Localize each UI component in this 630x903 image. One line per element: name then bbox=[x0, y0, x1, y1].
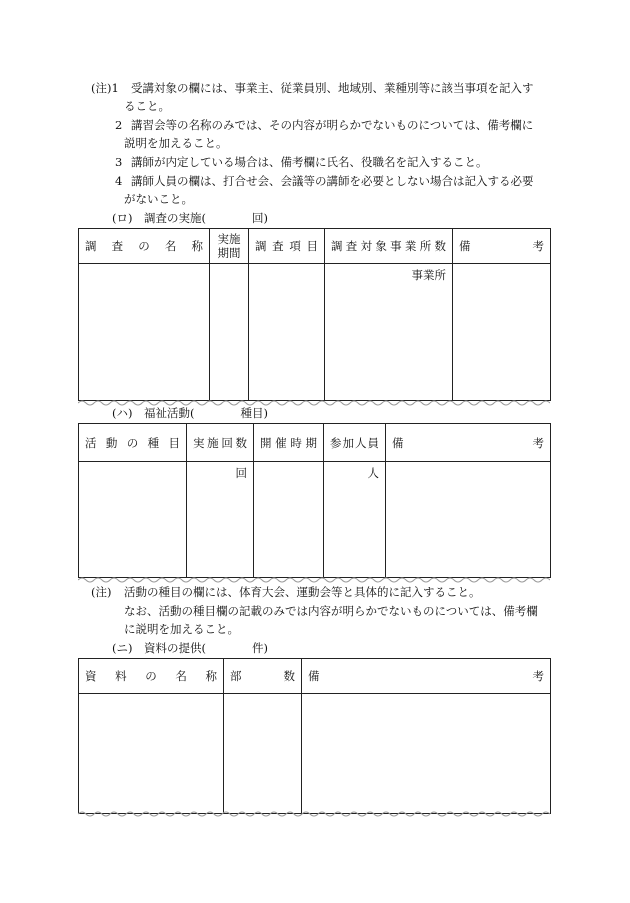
table-row bbox=[79, 264, 551, 401]
cell-remarks[interactable] bbox=[302, 694, 551, 814]
header-remarks: 備 考 bbox=[386, 424, 551, 462]
table-row bbox=[79, 694, 551, 814]
section-ha-title: (ハ) 福祉活動( 種目) bbox=[112, 406, 268, 420]
header-remarks: 備 考 bbox=[302, 659, 551, 694]
note-2-line-1: 講習会等の名称のみでは、その内容が明らかでないものについては、備考欄に bbox=[131, 118, 534, 132]
unit-establishments: 事業所 bbox=[411, 268, 446, 282]
note-prefix: (注) bbox=[91, 585, 112, 599]
note-1-line-2: ること。 bbox=[124, 99, 170, 113]
note-prefix: (注)1 bbox=[91, 81, 119, 95]
cell-copies[interactable] bbox=[224, 694, 302, 814]
cell-participants[interactable] bbox=[324, 462, 386, 578]
cell-period[interactable] bbox=[210, 264, 249, 401]
header-copies: 部 数 bbox=[224, 659, 302, 694]
note-2-line-2: 説明を加えること。 bbox=[124, 136, 228, 150]
cell-material-name[interactable] bbox=[79, 694, 224, 814]
header-remarks: 備 考 bbox=[453, 229, 551, 264]
header-period: 開 催 時 期 bbox=[254, 424, 324, 462]
cut-line bbox=[78, 576, 550, 584]
section-ni-title: (ニ) 資料の提供( 件) bbox=[112, 641, 268, 655]
note-line-1: 活動の種目の欄には、体育大会、運動会等と具体的に記入すること。 bbox=[124, 585, 481, 599]
wave-path bbox=[78, 401, 550, 405]
cell-target-count[interactable] bbox=[325, 264, 453, 401]
unit-people: 人 bbox=[367, 466, 379, 480]
survey-table bbox=[78, 228, 551, 401]
header-period: 実施 期間 bbox=[210, 229, 249, 264]
wave-path bbox=[78, 812, 550, 816]
note-1-line-1: 受講対象の欄には、事業主、従業員別、地域別、業種別等に該当事項を記入す bbox=[131, 81, 534, 95]
cell-remarks[interactable] bbox=[453, 264, 551, 401]
materials-table bbox=[78, 658, 551, 814]
cell-activity-type[interactable] bbox=[79, 462, 187, 578]
cell-remarks[interactable] bbox=[386, 462, 551, 578]
cell-survey-name[interactable] bbox=[79, 264, 210, 401]
header-survey-items: 調 査 項 目 bbox=[249, 229, 325, 264]
table-row bbox=[79, 462, 551, 578]
header-survey-name: 調 査 の 名 称 bbox=[79, 229, 210, 264]
unit-times: 回 bbox=[235, 466, 247, 480]
note-4-line-1: 講師人員の欄は、打合せ会、会議等の講師を必要としない場合は記入する必要 bbox=[131, 174, 534, 188]
header-activity-type: 活 動 の 種 目 bbox=[79, 424, 187, 462]
section-ro-title: (ロ) 調査の実施( 回) bbox=[112, 211, 268, 225]
wave-path bbox=[78, 578, 550, 582]
header-material-name: 資 料 の 名 称 bbox=[79, 659, 224, 694]
note-4-number: 4 bbox=[115, 174, 123, 188]
note-line-3: に説明を加えること。 bbox=[124, 622, 239, 636]
cell-period[interactable] bbox=[254, 462, 324, 578]
note-line-2: なお、活動の種目欄の記載のみでは内容が明らかでないものについては、備考欄 bbox=[124, 604, 538, 618]
note-3-line-1: 講師が内定している場合は、備考欄に氏名、役職名を記入すること。 bbox=[131, 155, 488, 169]
header-participants: 参 加 人 員 bbox=[324, 424, 386, 462]
header-target-count: 調 査 対 象 事 業 所 数 bbox=[325, 229, 453, 264]
cut-line bbox=[78, 810, 550, 818]
cell-survey-items[interactable] bbox=[249, 264, 325, 401]
note-2-number: 2 bbox=[115, 118, 123, 132]
note-4-line-2: がないこと。 bbox=[124, 192, 193, 206]
welfare-table bbox=[78, 423, 551, 578]
header-count: 実 施 回 数 bbox=[187, 424, 254, 462]
note-3-number: 3 bbox=[115, 155, 123, 169]
cell-count[interactable] bbox=[187, 462, 254, 578]
